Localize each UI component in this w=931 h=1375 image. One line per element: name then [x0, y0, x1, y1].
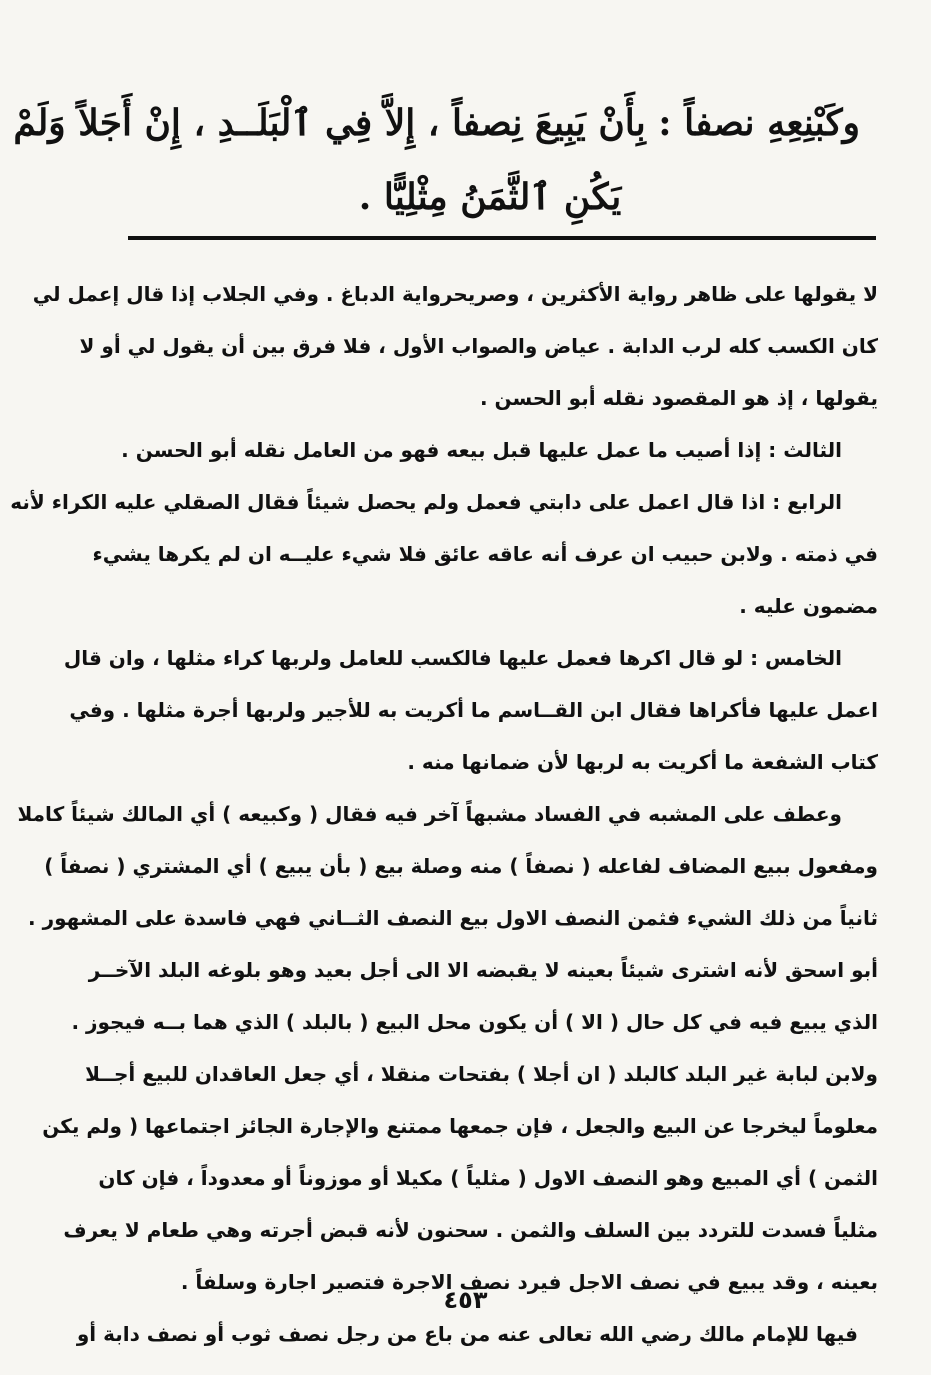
commentary-body [10, 268, 878, 1360]
body-line: كتاب الشفعة ما أكريت به لربها لأن ضمانها منه . [407, 750, 878, 774]
matn-line-2: يَكُنِ ٱلثَّمَنُ مِثْلِيًّا . [358, 176, 622, 218]
body-line: مثلياً فسدت للتردد بين السلف والثمن . سحنون لأنه قبض أجرته وهي طعام لا يعرف [63, 1218, 878, 1242]
body-line: وعطف على المشبه في الفساد مشبهاً آخر فيه فقال ( وكبيعه ) أي المالك شيئاً كاملا [17, 802, 842, 826]
body-line: كان الكسب كله لرب الدابة . عياض والصواب الأول ، فلا فرق بين أن يقول لي أو لا [79, 334, 878, 358]
body-line: أبو اسحق لأنه اشترى شيئاً بعينه لا يقبضه الا الى أجل بعيد وهو بلوغه البلد الآخــر [88, 958, 878, 982]
page-number: ٤٥٣ [443, 1286, 488, 1314]
body-line: الرابع : اذا قال اعمل على دابتي فعمل ولم يحصل شيئاً فقال الصقلي عليه الكراء لأنه [10, 490, 842, 514]
body-line: مضمون عليه . [739, 594, 878, 618]
body-line: الذي يبيع فيه في كل حال ( الا ) أن يكون محل البيع ( بالبلد ) الذي هما بــه فيجوز . [71, 1010, 878, 1034]
body-line: فيها للإمام مالك رضي الله تعالى عنه من باع من رجل نصف ثوب أو نصف دابة أو [76, 1322, 858, 1346]
body-line: الخامس : لو قال اكرها فعمل عليها فالكسب للعامل ولربها كراء مثلها ، وان قال [63, 646, 842, 670]
body-line: الثالث : إذا أصيب ما عمل عليها قبل بيعه فهو من العامل نقله أبو الحسن . [121, 438, 842, 462]
body-line: اعمل عليها فأكراها فقال ابن القــاسم ما أكريت به للأجير ولربها أجرة مثلها . وفي [69, 698, 878, 722]
body-line: ولابن لبابة غير البلد كالبلد ( ان أجلا ) بفتحات منقلا ، أي جعل العاقدان للبيع أجــلا [85, 1062, 878, 1086]
body-line: لا يقولها على ظاهر رواية الأكثرين ، وصريحرواية الدباغ . وفي الجلاب إذا قال إعمل لي [32, 282, 878, 306]
body-line: في ذمته . ولابن حبيب ان عرف أنه عاقه عائق فلا شيء عليــه ان لم يكرها يشيء [92, 542, 878, 566]
body-line: ومفعول ببيع المضاف لفاعله ( نصفاً ) منه وصلة بيع ( بأن يبيع ) أي المشتري ( نصفاً ) [44, 854, 878, 878]
body-line: ثانياً من ذلك الشيء فثمن النصف الاول بيع النصف الثــاني فهي فاسدة على المشهور . [28, 906, 878, 930]
body-line: الثمن ) أي المبيع وهو النصف الاول ( مثلياً ) مكيلا أو موزوناً أو معدوداً ، فإن كان [98, 1166, 878, 1190]
body-line: بعينه ، وقد يبيع في نصف الاجل فيرد نصف الاجرة فتصير اجارة وسلفاً . [180, 1270, 878, 1294]
body-line: يقولها ، إذ هو المقصود نقله أبو الحسن . [480, 386, 878, 410]
header-divider [128, 236, 876, 240]
body-line: معلوماً ليخرجا عن البيع والجعل ، فإن جمعها ممتنع والإجارة الجائز اجتماعها ( ولم يكن [42, 1114, 878, 1138]
matn-line-1: وكَبْنِعِهِ نصفاً : بِأَنْ يَبِيعَ نِصفاً ، إِلاَّ فِي ٱلْبَلَــدِ ، إِنْ أَجَلاً وَلَمْ [13, 102, 860, 144]
matn-header [13, 86, 860, 234]
